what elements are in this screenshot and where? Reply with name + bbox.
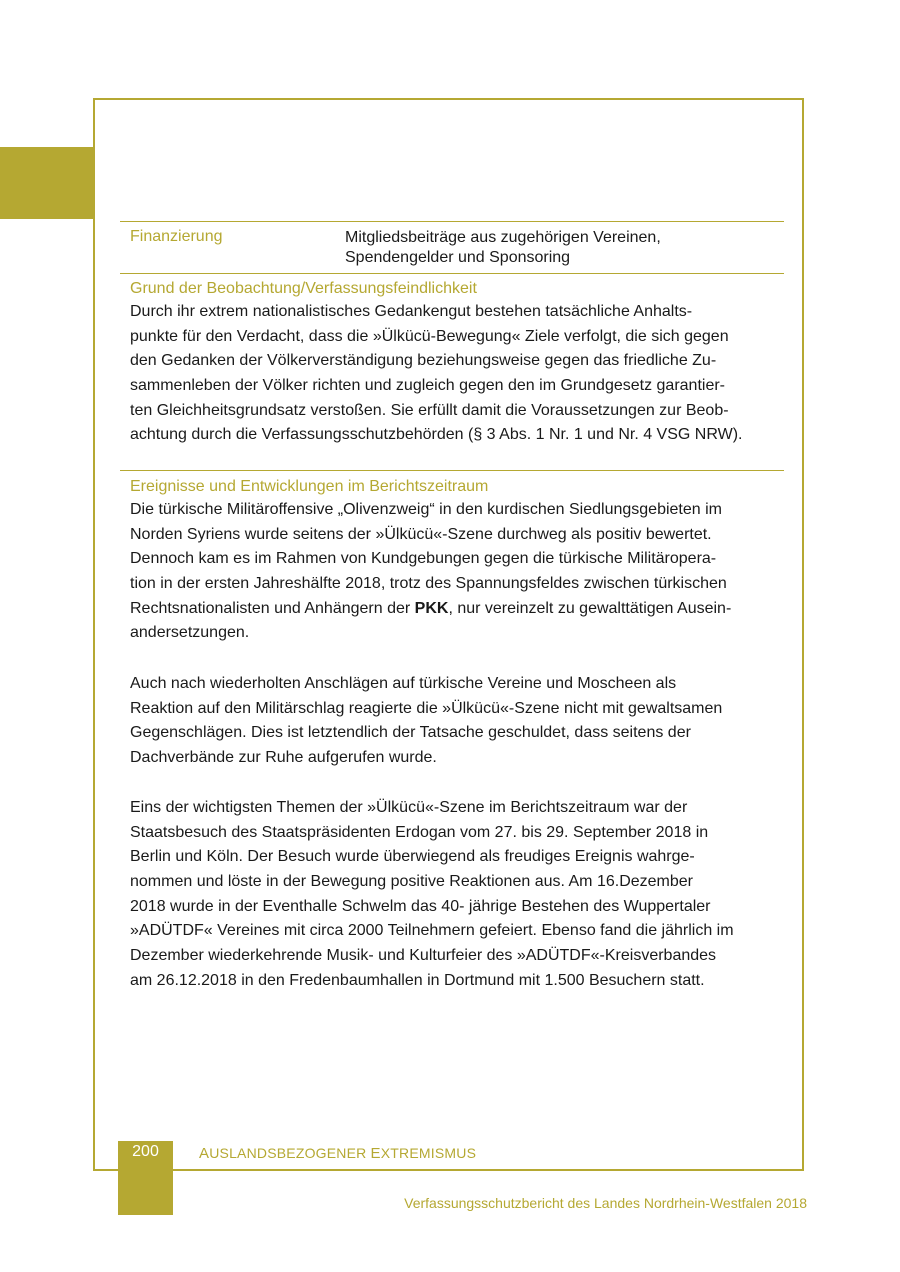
events-heading: Ereignisse und Entwicklungen im Berichtszeitraum	[130, 478, 489, 495]
divider	[120, 221, 784, 222]
financing-value-line: Spendengelder und Sponsoring	[345, 249, 571, 266]
text-line: Berlin und Köln. Der Besuch wurde überwiegend als freudiges Ereignis wahrge-	[130, 848, 695, 866]
text-line: tion in der ersten Jahreshälfte 2018, trotz des Spannungsfeldes zwischen türkischen	[130, 575, 727, 593]
text-line: Gegenschlägen. Dies ist letztendlich der Tatsache geschuldet, dass seitens der	[130, 724, 691, 742]
text-line: 2018 wurde in der Eventhalle Schwelm das 40- jährige Bestehen des Wuppertaler	[130, 897, 711, 915]
side-color-tab	[0, 147, 93, 219]
text-line: nommen und löste in der Bewegung positive Reaktionen aus. Am 16.Dezember	[130, 873, 693, 891]
text-line: Durch ihr extrem nationalistisches Gedankengut bestehen tatsächliche Anhalts-	[130, 303, 693, 320]
financing-label: Finanzierung	[130, 228, 223, 245]
text-line: Reaktion auf den Militärschlag reagierte die »Ülkücü«-Szene nicht mit gewaltsamen	[130, 699, 723, 717]
page-number: 200	[132, 1143, 159, 1160]
pkk-bold-term: PKK	[414, 599, 449, 617]
text-line: achtung durch die Verfassungsschutzbehörden (§ 3 Abs. 1 Nr. 1 und Nr. 4 VSG NRW).	[130, 426, 743, 444]
observation-paragraph	[130, 300, 790, 448]
divider	[120, 470, 784, 471]
events-paragraph-1	[130, 498, 790, 646]
text-line: Dennoch kam es im Rahmen von Kundgebungen gegen die türkische Militäropera-	[130, 550, 717, 568]
text-line: Dachverbände zur Ruhe aufgerufen wurde.	[130, 749, 437, 767]
text-line: Eins der wichtigsten Themen der »Ülkücü«-Szene im Berichtszeitraum war der	[130, 799, 688, 816]
text-line: Dezember wiederkehrende Musik- und Kulturfeier des »ADÜTDF«-Kreisverbandes	[130, 947, 717, 965]
divider	[120, 273, 784, 274]
financing-value	[345, 228, 765, 268]
text-line: am 26.12.2018 in den Fredenbaumhallen in Dortmund mit 1.500 Besuchern statt.	[130, 971, 705, 989]
text-line: den Gedanken der Völkerverständigung beziehungsweise gegen das friedliche Zu-	[130, 352, 717, 370]
running-head: AUSLANDSBEZOGENER EXTREMISMUS	[199, 1145, 477, 1162]
text-line: Rechtsnationalisten und Anhängern der PKK, nur vereinzelt zu gewalttätigen Ausein-	[130, 599, 732, 617]
text-line: sammenleben der Völker richten und zugleich gegen den im Grundgesetz garantier-	[130, 377, 726, 395]
text-line: punkte für den Verdacht, dass die »Ülkücü-Bewegung« Ziele verfolgt, die sich gegen	[130, 327, 729, 345]
text-line: Staatsbesuch des Staatspräsidenten Erdogan vom 27. bis 29. September 2018 in	[130, 823, 709, 841]
text-line: andersetzungen.	[130, 624, 250, 642]
text-line: »ADÜTDF« Vereines mit circa 2000 Teilnehmern gefeiert. Ebenso fand die jährlich im	[130, 922, 734, 940]
text-line: ten Gleichheitsgrundsatz verstoßen. Sie erfüllt damit die Voraussetzungen zur Beob-	[130, 401, 729, 419]
financing-value-line: Mitgliedsbeiträge aus zugehörigen Vereinen,	[345, 229, 661, 246]
events-paragraph-2	[130, 672, 790, 771]
report-title: Verfassungsschutzbericht des Landes Nordrhein-Westfalen 2018	[404, 1195, 807, 1211]
text-line: Die türkische Militäroffensive „Olivenzweig“ in den kurdischen Siedlungsgebieten im	[130, 501, 722, 518]
text-line: Norden Syriens wurde seitens der »Ülkücü«-Szene durchweg als positiv bewertet.	[130, 525, 712, 543]
observation-heading: Grund der Beobachtung/Verfassungsfeindlichkeit	[130, 280, 477, 297]
text-line: Auch nach wiederholten Anschlägen auf türkische Vereine und Moscheen als	[130, 675, 677, 692]
events-paragraph-3	[130, 796, 790, 994]
